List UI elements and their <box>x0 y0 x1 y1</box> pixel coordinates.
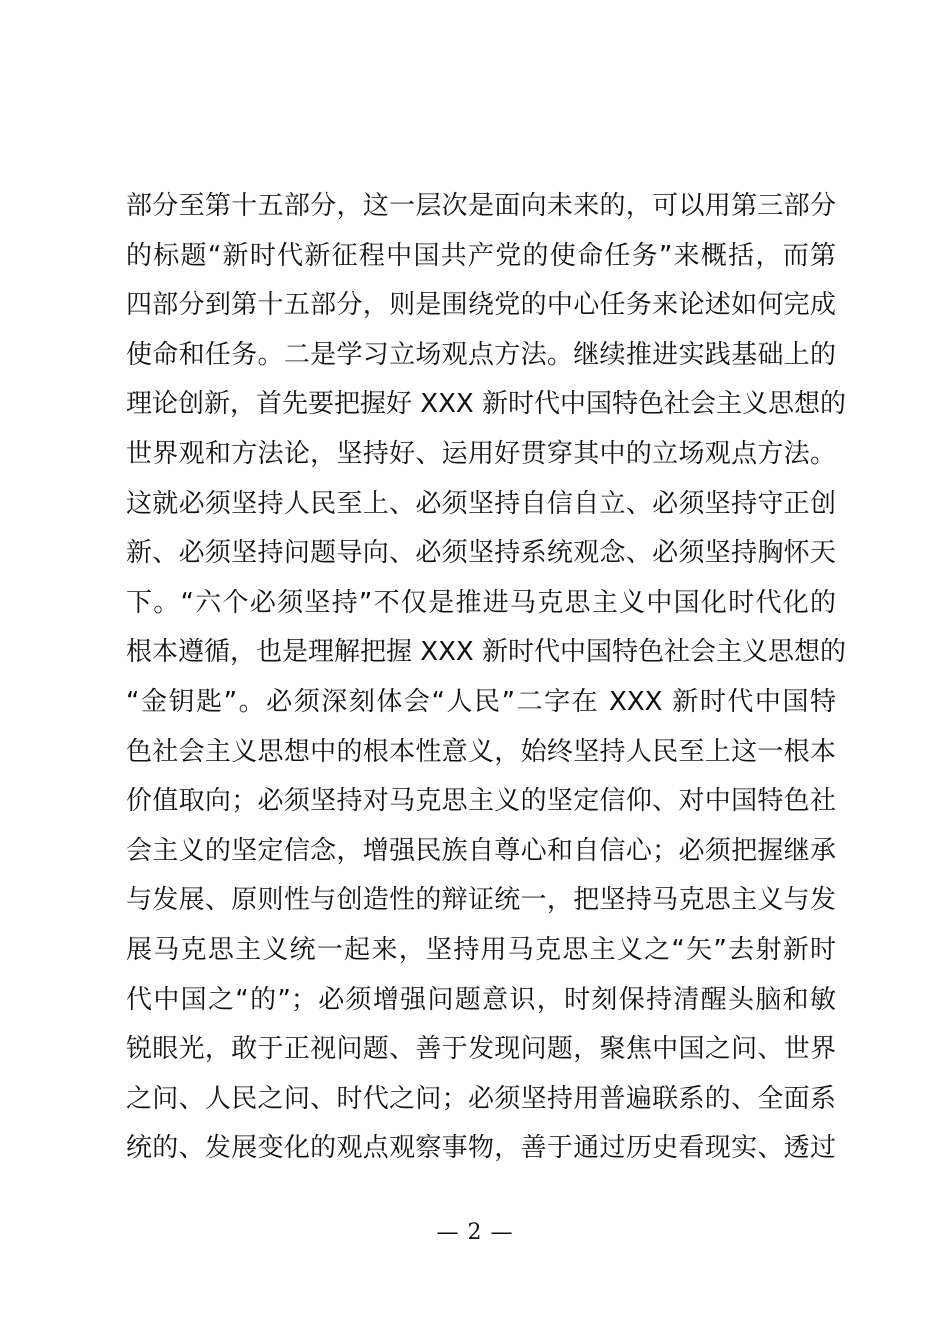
page-number: — 2 — <box>436 1220 514 1245</box>
text-line: 根本遵循，也是理解把握 XXX 新时代中国特色社会主义思想的 <box>126 637 846 668</box>
text-line: 会主义的坚定信念，增强民族自尊心和自信心；必须把握继承 <box>126 835 836 866</box>
text-line: 新、必须坚持问题导向、必须坚持系统观念、必须坚持胸怀天 <box>126 538 836 569</box>
text-line: 部分至第十五部分，这一层次是面向未来的，可以用第三部分 <box>126 191 836 221</box>
text-line: 世界观和方法论，坚持好、运用好贯穿其中的立场观点方法。 <box>126 438 836 469</box>
text-line: 代中国之“的”；必须增强问题意识，时刻保持清醒头脑和敏 <box>126 984 836 1015</box>
text-line: 与发展、原则性与创造性的辩证统一，把坚持马克思主义与发 <box>126 885 836 916</box>
text-line: 的标题“新时代新征程中国共产党的使命任务”来概括，而第 <box>126 240 836 271</box>
text-line: “金钥匙”。必须深刻体会“人民”二字在 XXX 新时代中国特 <box>126 686 836 717</box>
text-line: 之问、人民之问、时代之问；必须坚持用普遍联系的、全面系 <box>126 1083 836 1114</box>
text-line: 下。“六个必须坚持”不仅是推进马克思主义中国化时代化的 <box>126 587 836 618</box>
text-line: 四部分到第十五部分，则是围绕党的中心任务来论述如何完成 <box>126 290 836 321</box>
body-paragraph <box>126 182 846 1174</box>
text-line: 统的、发展变化的观点观察事物，善于通过历史看现实、透过 <box>126 1133 836 1164</box>
text-line: 这就必须坚持人民至上、必须坚持自信自立、必须坚持守正创 <box>126 488 836 519</box>
text-line: 价值取向；必须坚持对马克思主义的坚定信仰、对中国特色社 <box>126 786 836 817</box>
text-line: 展马克思主义统一起来，坚持用马克思主义之“矢”去射新时 <box>126 934 836 965</box>
text-line: 锐眼光，敢于正视问题、善于发现问题，聚焦中国之问、世界 <box>126 1034 836 1065</box>
text-line: 理论创新，首先要把握好 XXX 新时代中国特色社会主义思想的 <box>126 389 846 420</box>
text-line: 使命和任务。二是学习立场观点方法。继续推进实践基础上的 <box>126 339 836 370</box>
text-line: 色社会主义思想中的根本性意义，始终坚持人民至上这一根本 <box>126 736 836 767</box>
